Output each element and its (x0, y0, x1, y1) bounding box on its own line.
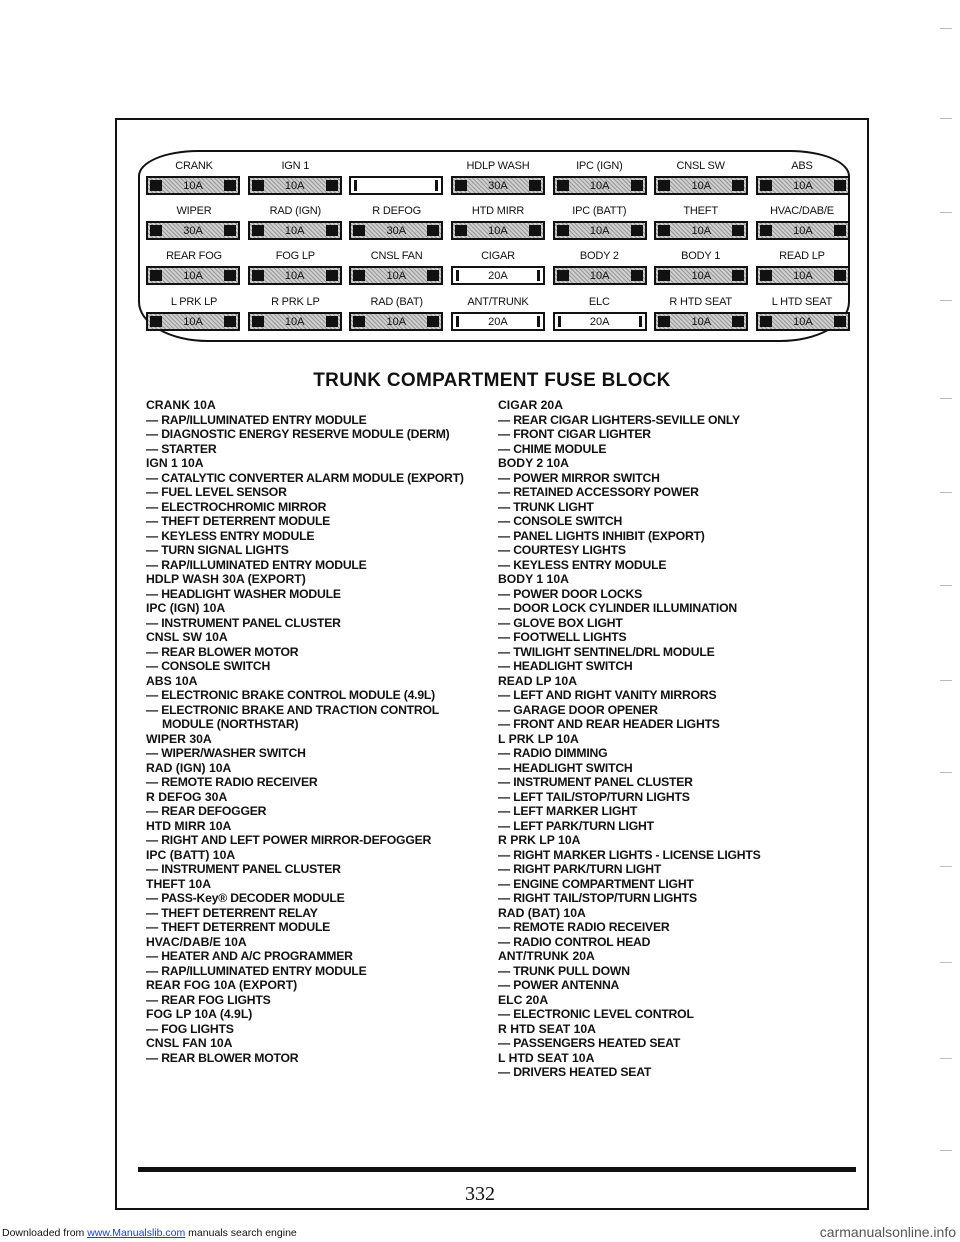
fuse-rating: 10A (793, 315, 813, 328)
fuse-circuit: — HEATER AND A/C PROGRAMMER (146, 949, 491, 964)
fuse (349, 266, 443, 285)
fuse-label: IPC (IGN) (576, 160, 623, 172)
fuse-circuit: — ELECTRONIC BRAKE AND TRACTION CONTROL MODULE (NORTHSTAR) (146, 703, 491, 732)
fuse-circuit: — FRONT CIGAR LIGHTER (498, 427, 843, 442)
fuse-heading: RAD (IGN) 10A (146, 760, 232, 775)
watermark: carmanualsonline.info (819, 1224, 956, 1240)
fuse-label-row (146, 250, 850, 262)
fuse-row (146, 266, 850, 285)
fuse-circuit: — HEADLIGHT WASHER MODULE (146, 587, 491, 602)
fuse-rating: 10A (284, 224, 305, 237)
fuse-rating: 10A (284, 179, 305, 192)
fuse-circuit: — STARTER (146, 442, 491, 457)
fuse-circuit: — LEFT MARKER LIGHT (498, 804, 843, 819)
fuse-label: HDLP WASH (466, 160, 530, 172)
fuse-rating: 30A (488, 179, 508, 192)
fuse-label: ANT/TRUNK (467, 296, 529, 308)
fuse-label: ABS (791, 160, 813, 172)
fuse (756, 266, 850, 285)
fuse-circuit: — POWER ANTENNA (498, 978, 843, 993)
fuse-label: IPC (BATT) (572, 205, 627, 217)
fuse-circuit: — TRUNK PULL DOWN (498, 964, 843, 979)
fuse-label: IGN 1 (281, 160, 310, 172)
fuse-label-row (146, 296, 850, 308)
footer-suffix: manuals search engine (185, 1227, 297, 1239)
fuse-rating: 30A (386, 224, 407, 237)
fuse-circuit: — REAR DEFOGGER (146, 804, 491, 819)
download-footer (2, 1227, 297, 1239)
fuse-label: REAR FOG (166, 250, 222, 262)
fuse-label: CRANK (175, 160, 213, 172)
fuse (248, 176, 342, 195)
page-title: TRUNK COMPARTMENT FUSE BLOCK (313, 370, 671, 391)
fuse (349, 312, 443, 331)
fuse (756, 312, 850, 331)
fuse (349, 221, 443, 240)
fuse-label: HTD MIRR (471, 205, 525, 217)
fuse-heading: READ LP 10A (498, 673, 578, 688)
fuse (451, 176, 545, 195)
fuse-label: CIGAR (481, 250, 515, 262)
fuse (146, 176, 240, 195)
fuse-rating: 20A (488, 315, 508, 328)
fuse-circuit: — RIGHT AND LEFT POWER MIRROR-DEFOGGER (146, 833, 491, 848)
fuse-heading: BODY 1 10A (498, 572, 569, 586)
fuse (654, 312, 748, 331)
fuse-circuit: — DRIVERS HEATED SEAT (498, 1065, 843, 1080)
fuse-circuit: — TRUNK LIGHT (498, 500, 843, 515)
fuse-rating: 10A (386, 315, 407, 328)
fuse-label: FOG LP (275, 250, 315, 262)
fuse-heading: CIGAR 20A (498, 398, 564, 412)
fuse-rating: 10A (691, 179, 712, 192)
fuse-label: HVAC/DAB/E (770, 205, 834, 217)
fuse-heading: IPC (BATT) 10A (146, 847, 236, 862)
fuse-heading: THEFT 10A (146, 876, 212, 891)
fuse-circuit: — ELECTRONIC LEVEL CONTROL (498, 1007, 843, 1022)
fuse (756, 176, 850, 195)
fuse-label: WIPER (176, 205, 212, 217)
fuse-label: BODY 2 (579, 250, 619, 262)
fuse-label: L HTD SEAT (771, 296, 833, 308)
fuse (248, 266, 342, 285)
fuse-circuit: — LEFT AND RIGHT VANITY MIRRORS (498, 688, 843, 703)
fuse-heading: WIPER 30A (146, 731, 212, 746)
fuse-rating: 30A (183, 224, 203, 237)
fuse-circuit: — GARAGE DOOR OPENER (498, 703, 843, 718)
fuse-rating: 10A (284, 315, 305, 328)
fuse-rating: 10A (691, 224, 712, 237)
fuse-heading: ABS 10A (146, 673, 198, 688)
fuse (349, 176, 443, 195)
right-fuse-list (498, 398, 843, 1080)
fuse-heading: ANT/TRUNK 20A (498, 949, 595, 963)
fuse-circuit: — THEFT DETERRENT MODULE (146, 920, 491, 935)
fuse-rating: 10A (793, 179, 813, 192)
fuse-circuit: — INSTRUMENT PANEL CLUSTER (146, 862, 491, 877)
fuse (451, 266, 545, 285)
fuse-circuit: — ENGINE COMPARTMENT LIGHT (498, 877, 843, 892)
fuse-circuit: — HEADLIGHT SWITCH (498, 761, 843, 776)
fuse-heading: ELC 20A (498, 992, 549, 1007)
fuse-label: CNSL FAN (370, 250, 423, 262)
fuse-heading: BODY 2 10A (498, 456, 569, 470)
fuse (146, 312, 240, 331)
fuse-label: R PRK LP (271, 296, 320, 308)
fuse (756, 221, 850, 240)
fuse-circuit: — INSTRUMENT PANEL CLUSTER (146, 616, 491, 631)
fuse-rating: 10A (589, 224, 610, 237)
fuse-heading: IGN 1 10A (146, 456, 204, 470)
fuse-circuit: — CHIME MODULE (498, 442, 843, 457)
manualslib-link[interactable]: www.Manualslib.com (87, 1227, 186, 1239)
fuse-circuit: — PASS-Key® DECODER MODULE (146, 891, 491, 906)
fuse-heading: CRANK 10A (146, 398, 216, 412)
fuse-rating: 10A (183, 315, 203, 328)
fuse-circuit: — POWER DOOR LOCKS (498, 587, 843, 602)
footer-prefix: Downloaded from (2, 1227, 88, 1239)
fuse-rating: 10A (691, 315, 712, 328)
fuse (451, 312, 545, 331)
fuse-circuit: — WIPER/WASHER SWITCH (146, 746, 491, 761)
fuse-circuit: — COURTESY LIGHTS (498, 543, 843, 558)
fuse-circuit: — THEFT DETERRENT MODULE (146, 514, 491, 529)
fuse-rating: 10A (793, 269, 813, 282)
fuse-heading: CNSL FAN 10A (146, 1036, 233, 1050)
footer-rule (138, 1167, 856, 1172)
fuse (248, 312, 342, 331)
fuse-circuit: — RAP/ILLUMINATED ENTRY MODULE (146, 964, 491, 979)
fuse-label: CNSL SW (676, 160, 725, 172)
fuse-rating: 10A (488, 224, 508, 237)
fuse-label (349, 160, 445, 172)
fuse (451, 221, 545, 240)
fuse-circuit: — INSTRUMENT PANEL CLUSTER (498, 775, 843, 790)
fuse-label: READ LP (779, 250, 825, 262)
fuse-circuit: — LEFT TAIL/STOP/TURN LIGHTS (498, 790, 843, 805)
left-fuse-list (146, 398, 491, 1065)
fuse-heading: L HTD SEAT 10A (498, 1050, 595, 1065)
fuse-heading: CNSL SW 10A (146, 630, 228, 644)
fuse-heading: HVAC/DAB/E 10A (146, 934, 247, 949)
fuse-label-row (146, 205, 850, 217)
fuse-circuit: — RIGHT TAIL/STOP/TURN LIGHTS (498, 891, 843, 906)
fuse-label: R HTD SEAT (669, 296, 732, 308)
fuse-row (146, 221, 850, 240)
fuse-label: L PRK LP (170, 296, 218, 308)
fuse-label: BODY 1 (681, 250, 721, 262)
fuse-circuit: — ELECTRONIC BRAKE CONTROL MODULE (4.9L) (146, 688, 491, 703)
fuse-circuit: — THEFT DETERRENT RELAY (146, 906, 491, 921)
fuse-rating: 10A (284, 269, 305, 282)
fuse (553, 221, 647, 240)
fuse-circuit: — REAR BLOWER MOTOR (146, 645, 491, 660)
fuse-circuit: — REMOTE RADIO RECEIVER (498, 920, 843, 935)
fuse-label: THEFT (683, 205, 718, 217)
fuse-heading: HDLP WASH 30A (EXPORT) (146, 572, 306, 586)
fuse-rating: 10A (691, 269, 712, 282)
fuse-circuit: — GLOVE BOX LIGHT (498, 616, 843, 631)
fuse (146, 221, 240, 240)
fuse-circuit: — RIGHT PARK/TURN LIGHT (498, 862, 843, 877)
fuse-rating: 10A (589, 269, 610, 282)
fuse-circuit: — POWER MIRROR SWITCH (498, 471, 843, 486)
fuse-rating: 10A (183, 269, 203, 282)
fuse-circuit: — PANEL LIGHTS INHIBIT (EXPORT) (498, 529, 843, 544)
page-number: 332 (465, 1183, 495, 1205)
fuse-circuit: — KEYLESS ENTRY MODULE (498, 558, 843, 573)
fuse-circuit: — KEYLESS ENTRY MODULE (146, 529, 491, 544)
fuse-circuit: — LEFT PARK/TURN LIGHT (498, 819, 843, 834)
fuse-label: ELC (588, 296, 610, 308)
fuse (553, 312, 647, 331)
fuse-circuit: — REAR FOG LIGHTS (146, 993, 491, 1008)
fuse (248, 221, 342, 240)
margin-marks (932, 0, 952, 1200)
fuse-rating: 20A (488, 269, 508, 282)
fuse-heading: L PRK LP 10A (498, 731, 579, 746)
fuse-heading: HTD MIRR 10A (146, 818, 232, 833)
fuse-heading: R DEFOG 30A (146, 789, 228, 804)
fuse-heading: FOG LP 10A (4.9L) (146, 1007, 253, 1021)
fuse-circuit: — HEADLIGHT SWITCH (498, 659, 843, 674)
fuse-circuit: — RIGHT MARKER LIGHTS - LICENSE LIGHTS (498, 848, 843, 863)
fuse-row (146, 312, 850, 331)
fuse-rating: 20A (589, 315, 610, 328)
fuse (553, 176, 647, 195)
fuse-circuit: — RADIO CONTROL HEAD (498, 935, 843, 950)
fuse-circuit: — REAR BLOWER MOTOR (146, 1051, 491, 1066)
fuse-heading: IPC (IGN) 10A (146, 601, 226, 615)
fuse-circuit: — FOOTWELL LIGHTS (498, 630, 843, 645)
fuse-circuit: — TWILIGHT SENTINEL/DRL MODULE (498, 645, 843, 660)
fuse-circuit: — PASSENGERS HEATED SEAT (498, 1036, 843, 1051)
fuse-circuit: — TURN SIGNAL LIGHTS (146, 543, 491, 558)
fuse-circuit: — CONSOLE SWITCH (146, 659, 491, 674)
fuse (146, 266, 240, 285)
fuse-label: RAD (BAT) (370, 296, 423, 308)
fuse-circuit: — CONSOLE SWITCH (498, 514, 843, 529)
fuse-rating: 10A (183, 179, 203, 192)
fuse-circuit: — REMOTE RADIO RECEIVER (146, 775, 491, 790)
fuse-heading: R HTD SEAT 10A (498, 1021, 596, 1036)
fuse-row (146, 176, 850, 195)
fuse (654, 176, 748, 195)
fuse-circuit: — CATALYTIC CONVERTER ALARM MODULE (EXPORT) (146, 471, 491, 486)
fuse-rating: 10A (386, 269, 407, 282)
fuse-circuit: — RAP/ILLUMINATED ENTRY MODULE (146, 558, 491, 573)
fuse-label-row (146, 160, 850, 172)
fuse-circuit: — RETAINED ACCESSORY POWER (498, 485, 843, 500)
fuse-circuit: — FOG LIGHTS (146, 1022, 491, 1037)
fuse-circuit: — DOOR LOCK CYLINDER ILLUMINATION (498, 601, 843, 616)
fuse (654, 221, 748, 240)
fuse (553, 266, 647, 285)
fuse-rating: 10A (589, 179, 610, 192)
fuse-heading: R PRK LP 10A (498, 833, 581, 847)
fuse (654, 266, 748, 285)
fuse-rating: 10A (793, 224, 813, 237)
fuse-circuit: — REAR CIGAR LIGHTERS-SEVILLE ONLY (498, 413, 843, 428)
fuse-heading: REAR FOG 10A (EXPORT) (146, 978, 298, 992)
fuse-circuit: — RAP/ILLUMINATED ENTRY MODULE (146, 413, 491, 428)
fuse-circuit: — FRONT AND REAR HEADER LIGHTS (498, 717, 843, 732)
fuse-label: RAD (IGN) (269, 205, 322, 217)
fuse-circuit: — FUEL LEVEL SENSOR (146, 485, 491, 500)
fuse-circuit: — RADIO DIMMING (498, 746, 843, 761)
fuse-circuit: — ELECTROCHROMIC MIRROR (146, 500, 491, 515)
fuse-heading: RAD (BAT) 10A (498, 905, 586, 920)
fuse-label: R DEFOG (372, 205, 422, 217)
fuse-circuit: — DIAGNOSTIC ENERGY RESERVE MODULE (DERM) (146, 427, 491, 442)
